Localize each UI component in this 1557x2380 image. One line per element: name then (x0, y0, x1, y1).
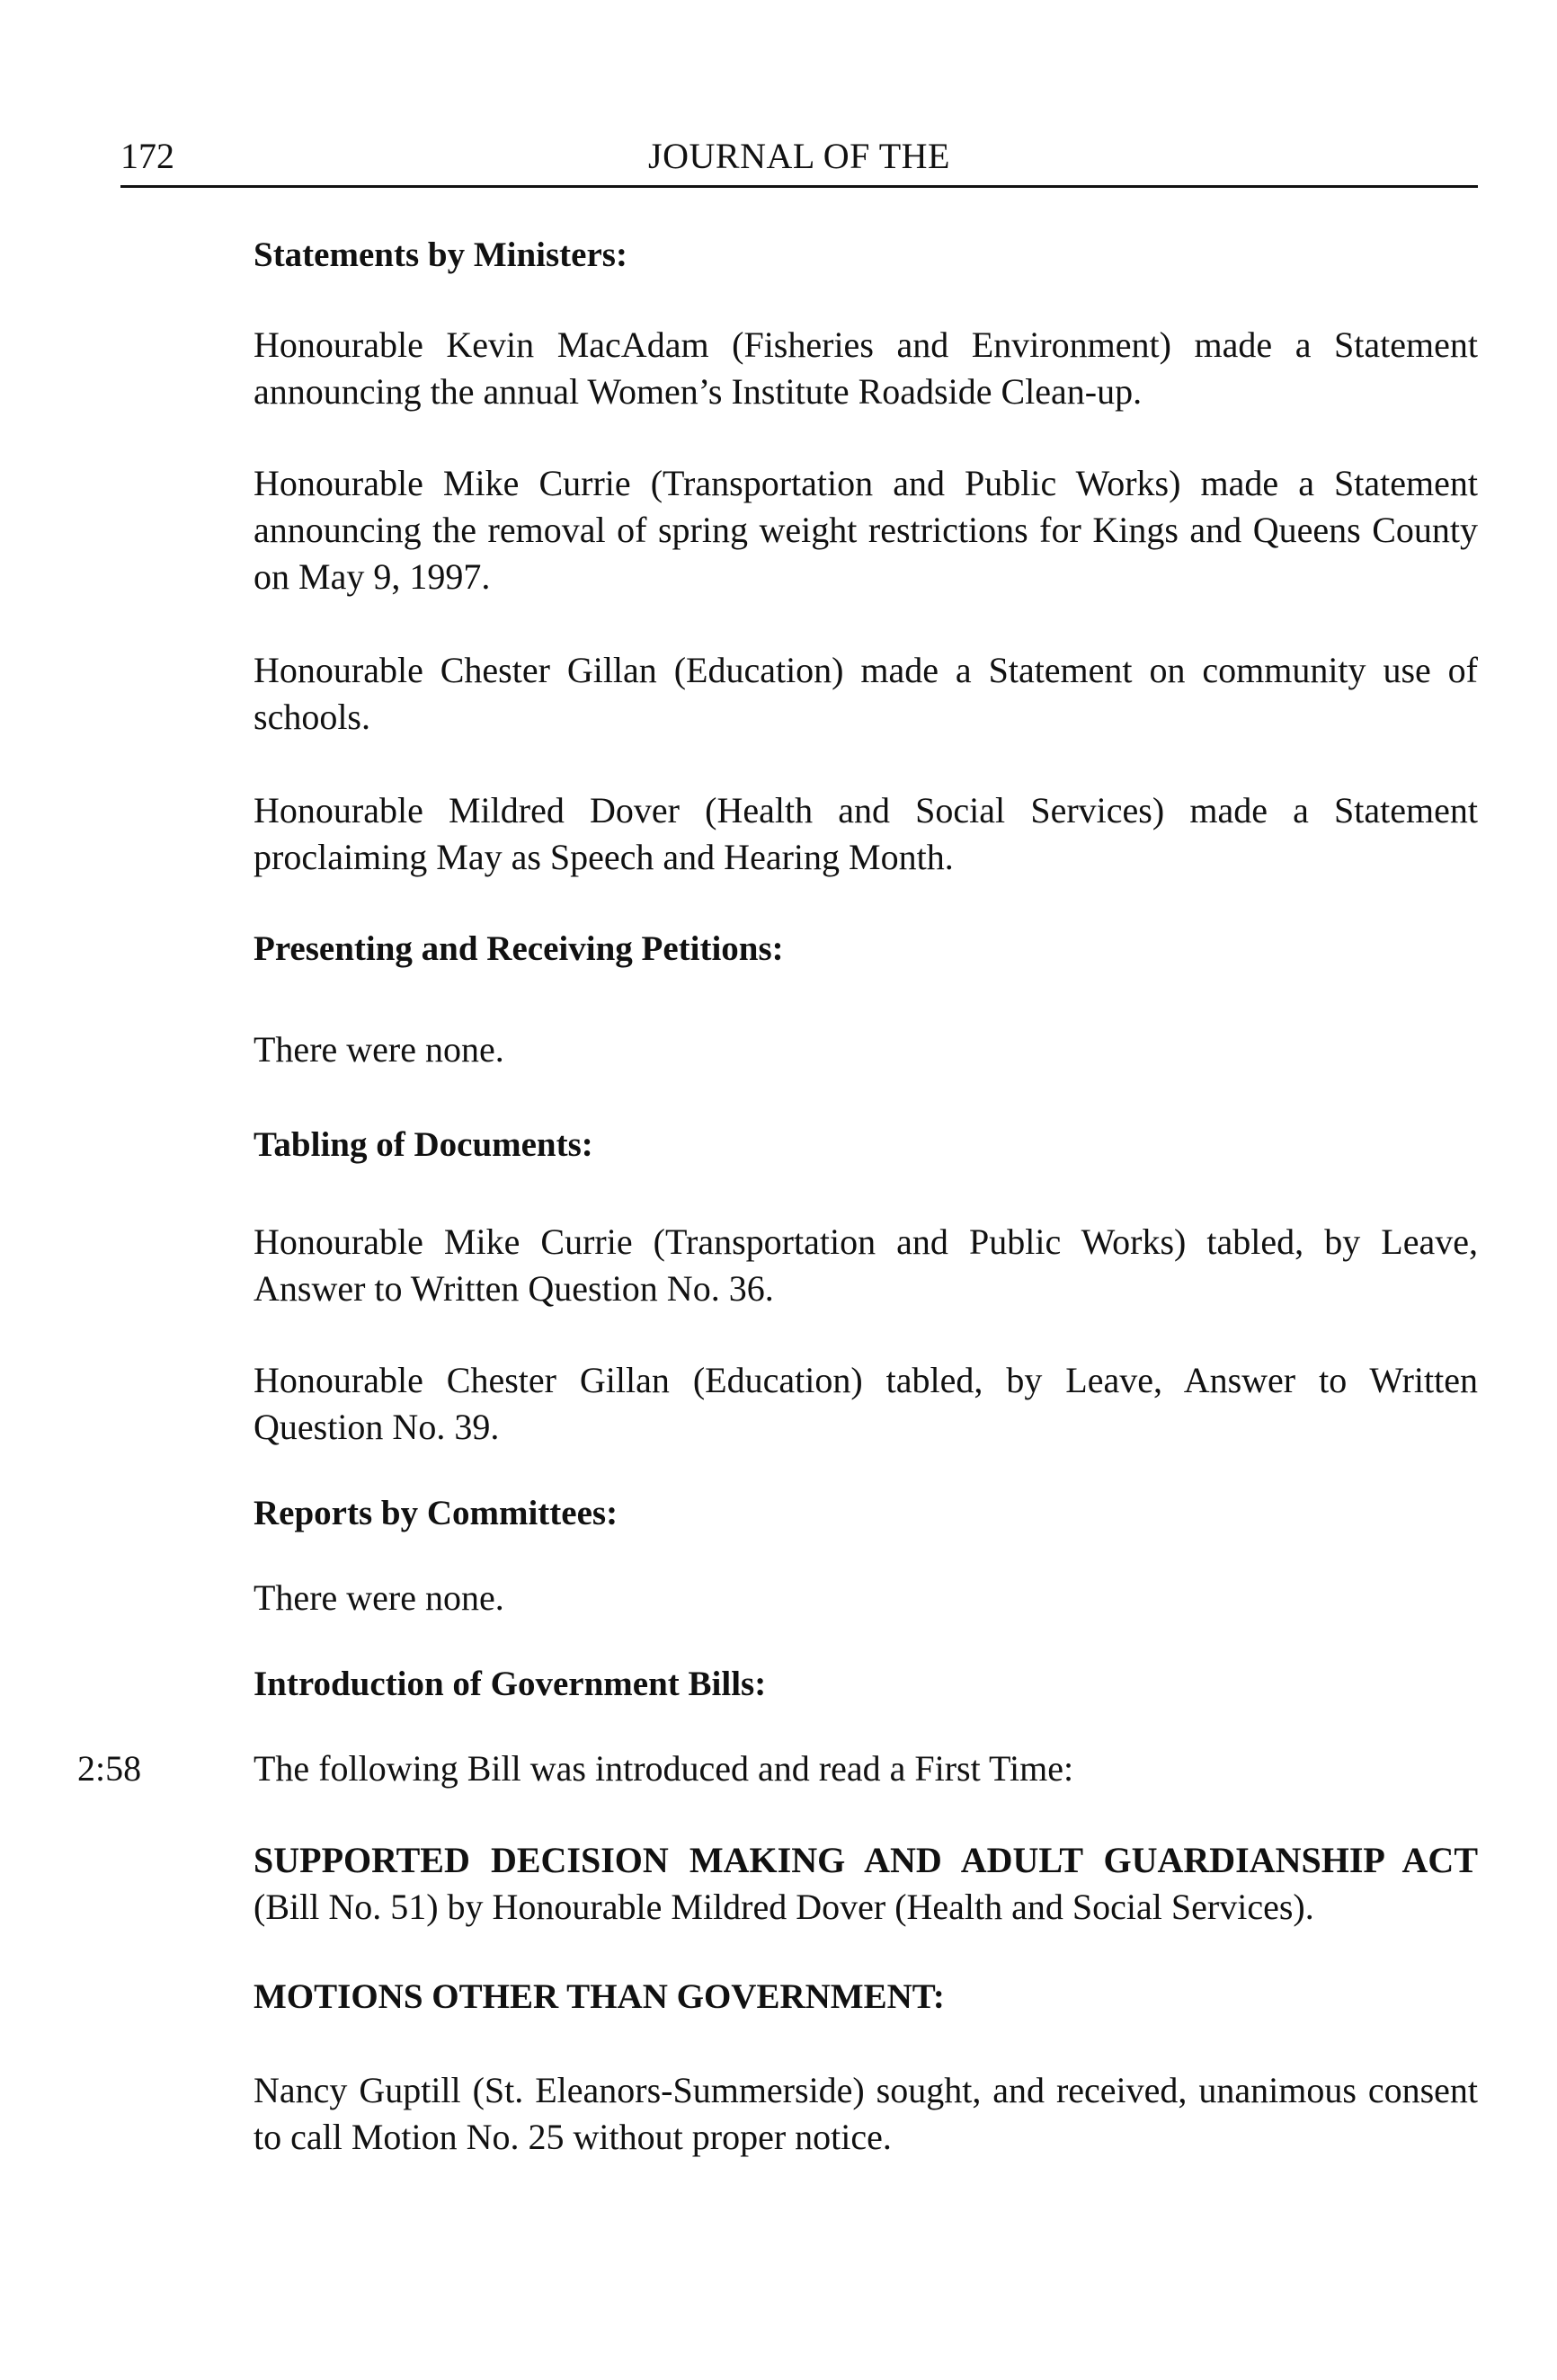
heading-petitions: Presenting and Receiving Petitions: (254, 929, 784, 968)
paragraph-block (254, 1837, 1478, 1931)
section-heading-ministers (254, 232, 1478, 279)
heading-statements-by-ministers: Statements by Ministers: (254, 235, 627, 274)
paragraph-macadam-statement: Honourable Kevin MacAdam (Fisheries and Environment) made a Statement announcing the annual Women’s Institute Roadside Clean-up. (254, 324, 1478, 412)
heading-tabling-of-documents: Tabling of Documents: (254, 1125, 593, 1164)
paragraph-dover-statement: Honourable Mildred Dover (Health and Social Services) made a Statement proclaiming May as Speech and Hearing Month. (254, 790, 1478, 877)
running-title: JOURNAL OF THE (648, 136, 950, 176)
paragraph-guptill-motion: Nancy Guptill (St. Eleanors-Summerside) sought, and received, unanimous consent to call Motion No. 25 without proper notice. (254, 2070, 1478, 2157)
section-heading-tabling (254, 1122, 1478, 1168)
heading-motions-other-than-government: MOTIONS OTHER THAN GOVERNMENT: (254, 1977, 945, 2016)
section-heading-government-bills (254, 1661, 1478, 1708)
section-heading-petitions (254, 926, 1478, 972)
bill-title: SUPPORTED DECISION MAKING AND ADULT GUARDIANSHIP ACT (254, 1840, 1478, 1880)
bill-details: (Bill No. 51) by Honourable Mildred Dover (Health and Social Services). (254, 1887, 1314, 1927)
section-heading-committees (254, 1490, 1478, 1537)
paragraph-gillan-tabled: Honourable Chester Gillan (Education) tabled, by Leave, Answer to Written Question No. 39. (254, 1360, 1478, 1447)
paragraph-gillan-statement: Honourable Chester Gillan (Education) made a Statement on community use of schools. (254, 650, 1478, 737)
paragraph-bill-51 (254, 1837, 1478, 1931)
paragraph-block (254, 460, 1478, 600)
page-header (120, 135, 1478, 188)
paragraph-block (254, 647, 1478, 741)
paragraph-bill-introduced: The following Bill was introduced and read a First Time: (254, 1748, 1074, 1789)
page-number: 172 (120, 136, 174, 176)
paragraph-block (254, 1219, 1478, 1312)
section-heading-motions (254, 1974, 1478, 2020)
paragraph-block (254, 1575, 1478, 1621)
paragraph-block (254, 1357, 1478, 1451)
heading-reports-by-committees: Reports by Committees: (254, 1494, 618, 1532)
time-stamp: 2:58 (77, 1748, 142, 1789)
paragraph-block (254, 322, 1478, 415)
paragraph-committees-none: There were none. (254, 1577, 504, 1618)
paragraph-currie-tabled: Honourable Mike Currie (Transportation and Public Works) tabled, by Leave, Answer to Written Question No. 36. (254, 1221, 1478, 1309)
paragraph-block (254, 1026, 1478, 1073)
heading-introduction-of-government-bills: Introduction of Government Bills: (254, 1665, 767, 1703)
paragraph-currie-statement: Honourable Mike Currie (Transportation and Public Works) made a Statement announcing the removal of spring weight restrictions for Kings and Queens County on May 9, 1997. (254, 463, 1478, 597)
paragraph-petitions-none: There were none. (254, 1029, 504, 1070)
paragraph-block (254, 1745, 1478, 1792)
paragraph-block (254, 2067, 1478, 2161)
paragraph-block (254, 787, 1478, 881)
